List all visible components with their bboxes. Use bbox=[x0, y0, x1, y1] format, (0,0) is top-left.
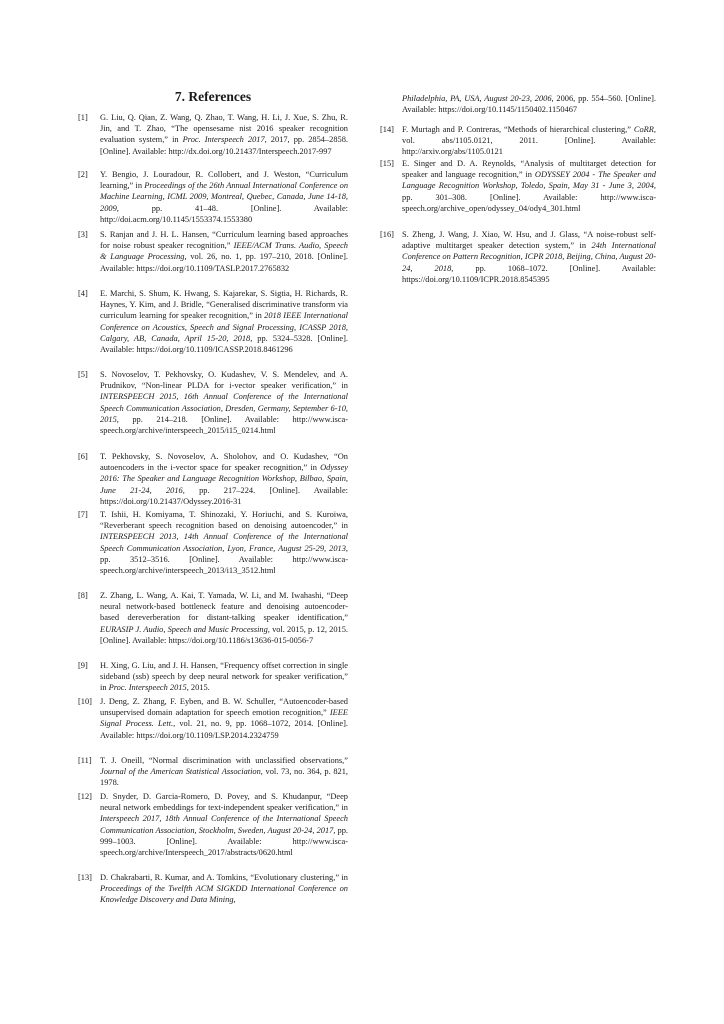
reference-segment: T. J. Oneill, “Normal discrimination with unclassified observations,” bbox=[100, 756, 348, 765]
reference-segment: , 2017, pp. 2854–2858. [Online]. Available: http://dx.doi.org/10.21437/Interspeech.2017-997 bbox=[100, 135, 348, 156]
section-heading: 7. References bbox=[174, 89, 252, 104]
reference-12 bbox=[78, 791, 348, 858]
reference-venue-italic: INTERSPEECH 2013, 14th Annual Conference of the International Speech Communication Association, Lyon, France, August 25-29, 2013 bbox=[100, 532, 348, 553]
reference-text bbox=[100, 509, 348, 576]
reference-text bbox=[100, 755, 348, 789]
reference-number: [1] bbox=[78, 113, 88, 122]
reference-16 bbox=[380, 229, 656, 285]
reference-10 bbox=[78, 696, 348, 741]
reference-segment: S. Zheng, J. Wang, J. Xiao, W. Hsu, and J. Glass, “A noise-robust self-adaptive multitarget speaker detection system,” in bbox=[402, 230, 656, 251]
reference-text bbox=[100, 169, 348, 225]
reference-venue-italic: INTERSPEECH 2015, 16th Annual Conference of the International Speech Communication Association, Dresden, Germany, September 6-10, 2015 bbox=[100, 392, 348, 424]
reference-segment: F. Murtagh and P. Contreras, “Methods of hierarchical clustering,” bbox=[402, 125, 634, 134]
reference-text bbox=[402, 124, 656, 158]
reference-number: [6] bbox=[78, 452, 88, 461]
reference-text bbox=[100, 369, 348, 436]
reference-venue-italic: ODYSSEY 2004 - The Speaker and Language Recognition Workshop, Toledo, Spain, May 31 - June 3, 2004 bbox=[402, 170, 656, 191]
reference-segment: T. Pekhovsky, S. Novoselov, A. Sholohov, and O. Kudashev, “On autoencoders in the i-vector space for speaker recognition,” in bbox=[100, 452, 348, 473]
reference-segment: , vol. 2015, p. 12, 2015. [Online]. Available: https://doi.org/10.1186/s13636-015-0056-7 bbox=[100, 624, 348, 645]
reference-segment: D. Snyder, D. Garcia-Romero, D. Povey, and S. Khudanpur, “Deep neural network embeddings for text-independent speaker verification,” in bbox=[100, 792, 348, 813]
reference-number: [7] bbox=[78, 510, 88, 519]
reference-segment: , pp. 5324–5328. [Online]. Available: https://doi.org/10.1109/ICASSP.2018.8461296 bbox=[100, 333, 348, 355]
reference-number: [10] bbox=[78, 697, 92, 706]
reference-13-continued bbox=[380, 93, 656, 115]
reference-4 bbox=[78, 288, 348, 355]
reference-segment: D. Chakrabarti, R. Kumar, and A. Tomkins, “Evolutionary clustering,” in bbox=[100, 873, 348, 882]
reference-segment: , pp. 301–308. [Online]. Available: http://www.isca-speech.org/archive_open/odyssey_04/ody4_301.html bbox=[402, 181, 656, 213]
reference-segment: , vol. 73, no. 364, p. 821, 1978. bbox=[100, 767, 349, 788]
reference-segment: Y. Bengio, J. Louradour, R. Collobert, and J. Weston, “Curriculum learning,” in bbox=[100, 170, 348, 191]
reference-5 bbox=[78, 369, 348, 436]
reference-segment: , pp. 1068–1072. [Online]. Available: https://doi.org/10.1109/ICPR.2018.8545395 bbox=[402, 263, 657, 284]
reference-segment: J. Deng, Z. Zhang, F. Eyben, and B. W. Schuller, “Autoencoder-based unsupervised domain adaptation for speech emotion recognition,” bbox=[100, 697, 348, 718]
reference-venue-italic: Journal of the American Statistical Association bbox=[100, 767, 261, 777]
reference-number: [12] bbox=[78, 792, 92, 801]
reference-segment: S. Novoselov, T. Pekhovsky, O. Kudashev, V. S. Mendelev, and A. Prudnikov, “Non-linear PLDA for i-vector speaker verification,” in bbox=[100, 370, 348, 391]
reference-8 bbox=[78, 590, 348, 646]
reference-number: [5] bbox=[78, 370, 88, 379]
reference-number: [15] bbox=[380, 159, 394, 168]
reference-number: [3] bbox=[78, 230, 88, 239]
reference-segment: , 2015. bbox=[186, 683, 210, 693]
reference-number: [13] bbox=[78, 873, 92, 882]
reference-venue-italic: Proc. Interspeech 2015 bbox=[108, 683, 187, 693]
reference-number: [8] bbox=[78, 591, 88, 600]
reference-venue-italic: Proc. Interspeech 2017 bbox=[182, 135, 265, 145]
reference-segment: G. Liu, Q. Qian, Z. Wang, Q. Zhao, T. Wang, H. Li, J. Xue, S. Zhu, R. Jin, and T. Zhao, “The opensesame nist 2016 speaker recognition evaluation system,” in bbox=[100, 113, 348, 145]
reference-text bbox=[100, 229, 348, 274]
reference-2 bbox=[78, 169, 348, 225]
reference-3 bbox=[78, 229, 348, 274]
reference-13 bbox=[78, 872, 348, 906]
reference-number: [4] bbox=[78, 289, 88, 298]
reference-segment: , pp. 217–224. [Online]. Available: https://doi.org/10.21437/Odyssey.2016-31 bbox=[100, 485, 348, 506]
reference-14 bbox=[380, 124, 656, 158]
reference-1 bbox=[78, 112, 348, 157]
reference-segment: H. Xing, G. Liu, and J. H. Hansen, “Frequency offset correction in single sideband (ssb) speech by deep neural network for speaker verification,” in bbox=[100, 661, 348, 693]
reference-venue-italic: Odyssey 2016: The Speaker and Language Recognition Workshop, Bilbao, Spain, June 21-24, 2016 bbox=[100, 463, 348, 495]
reference-text bbox=[402, 229, 656, 285]
reference-text bbox=[100, 660, 348, 694]
reference-text bbox=[100, 451, 348, 507]
reference-15 bbox=[380, 158, 656, 214]
reference-venue-italic: Philadelphia, PA, USA, August 20-23, 2006 bbox=[402, 94, 552, 103]
reference-segment: E. Marchi, S. Shum, K. Hwang, S. Kajarekar, S. Sigtia, H. Richards, R. Haynes, Y. Kim, and J. Bridle, “Generalised discriminative transform via curriculum learning for speaker recognition,” in bbox=[100, 289, 348, 321]
reference-venue-italic: 24th International Conference on Pattern Recognition, ICPR 2018, Beijing, China, August 20-24, 2018 bbox=[402, 241, 656, 273]
reference-venue-italic: 2018 IEEE International Conference on Acoustics, Speech and Signal Processing, ICASSP 2018, Calgary, AB, Canada, April 15-20, 2018 bbox=[100, 311, 348, 343]
reference-segment: , pp. 41–48. [Online]. Available: http://doi.acm.org/10.1145/1553374.1553380 bbox=[100, 203, 348, 224]
reference-segment: S. Ranjan and J. H. L. Hansen, “Curriculum learning based approaches for noise robust speaker recognition,” bbox=[100, 230, 348, 251]
reference-7 bbox=[78, 509, 348, 576]
reference-segment: , vol. abs/1105.0121, 2011. [Online]. Available: http://arxiv.org/abs/1105.0121 bbox=[402, 125, 656, 157]
reference-venue-italic: IEEE/ACM Trans. Audio, Speech & Language Processing bbox=[100, 241, 348, 262]
reference-text bbox=[402, 93, 656, 115]
reference-venue-italic: Proceedings of the 26th Annual International Conference on Machine Learning, ICML 2009, Montreal, Quebec, Canada, June 14-18, 2009 bbox=[100, 181, 349, 213]
reference-text bbox=[100, 696, 348, 741]
reference-segment: Z. Zhang, L. Wang, A. Kai, T. Yamada, W. Li, and M. Iwahashi, “Deep neural network-based bottleneck feature and denoising autoencoder-based dereverberation for distant-talking speaker identification,” bbox=[100, 591, 348, 623]
reference-segment: , vol. 26, no. 1, pp. 197–210, 2018. [Online]. Available: https://doi.org/10.1109/TASLP.2017.2765832 bbox=[100, 252, 349, 273]
reference-11 bbox=[78, 755, 348, 789]
reference-segment: , pp. 999–1003. [Online]. Available: http://www.isca-speech.org/archive/Interspeech_2017/abstracts/0620.html bbox=[100, 825, 348, 858]
reference-6 bbox=[78, 451, 348, 507]
reference-segment: T. Ishii, H. Komiyama, T. Shinozaki, Y. Horiuchi, and S. Kuroiwa, “Reverberant speech recognition based on denoising autoencoder,” in bbox=[100, 510, 348, 531]
reference-number: [16] bbox=[380, 230, 394, 239]
reference-text bbox=[100, 791, 348, 858]
reference-text bbox=[100, 590, 348, 646]
reference-text bbox=[100, 872, 348, 906]
reference-segment: E. Singer and D. A. Reynolds, “Analysis of multitarget detection for speaker and language recognition,” in bbox=[402, 159, 656, 180]
reference-venue-italic: EURASIP J. Audio, Speech and Music Processing bbox=[100, 624, 268, 634]
reference-number: [14] bbox=[380, 125, 394, 134]
reference-text bbox=[402, 158, 656, 214]
reference-9 bbox=[78, 660, 348, 694]
reference-venue-italic: IEEE Signal Process. Lett. bbox=[100, 708, 348, 729]
reference-number: [9] bbox=[78, 661, 88, 670]
reference-venue-italic: Proceedings of the Twelfth ACM SIGKDD International Conference on Knowledge Discovery and Data Mining, bbox=[100, 884, 348, 905]
reference-venue-italic: CoRR bbox=[633, 125, 654, 134]
reference-venue-italic: Interspeech 2017, 18th Annual Conference of the International Speech Communication Association, Stockholm, Sweden, August 20-24, 2017 bbox=[100, 814, 348, 835]
reference-number: [11] bbox=[78, 756, 92, 765]
reference-segment: , pp. 214–218. [Online]. Available: http://www.isca-speech.org/archive/interspeech_2015/i15_0214.html bbox=[100, 414, 348, 436]
reference-number: [2] bbox=[78, 170, 88, 179]
reference-text bbox=[100, 288, 348, 355]
reference-segment: , 2006, pp. 554–560. [Online]. Available: https://doi.org/10.1145/1150402.1150467 bbox=[402, 94, 656, 115]
reference-segment: , vol. 21, no. 9, pp. 1068–1072, 2014. [Online]. Available: https://doi.org/10.1109/LSP.2014.2324759 bbox=[100, 719, 348, 740]
reference-segment: , pp. 3512–3516. [Online]. Available: http://www.isca-speech.org/archive/interspeech_2013/i13_3512.html bbox=[100, 543, 348, 576]
reference-text bbox=[100, 112, 348, 157]
